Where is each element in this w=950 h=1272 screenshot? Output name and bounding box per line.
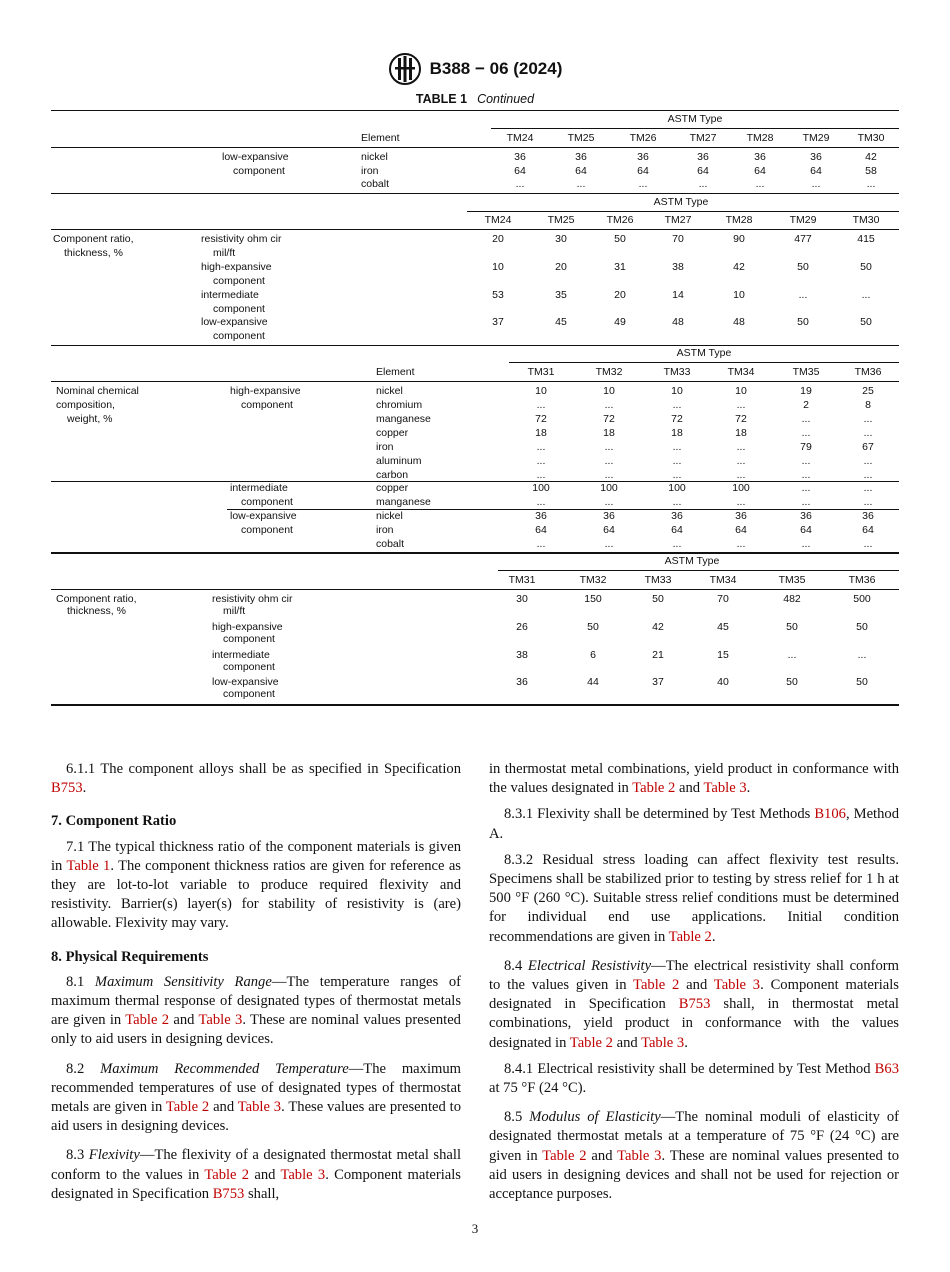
table-cell: ... bbox=[857, 648, 867, 661]
type-header: TM30 bbox=[852, 214, 880, 226]
table-cell: 10 bbox=[603, 385, 615, 397]
section-label: weight, % bbox=[67, 413, 113, 425]
table-cell: 15 bbox=[717, 648, 729, 661]
table-cell: ... bbox=[604, 496, 614, 508]
table-cell: ... bbox=[638, 178, 648, 190]
table-cell: ... bbox=[863, 538, 873, 550]
table-cell: 36 bbox=[754, 151, 766, 163]
table-block-2 bbox=[51, 194, 899, 346]
row-label: component bbox=[213, 302, 265, 315]
table-cell: ... bbox=[755, 178, 765, 190]
table-cell: 36 bbox=[514, 151, 526, 163]
table-cell: 10 bbox=[492, 260, 504, 273]
document-header bbox=[0, 52, 950, 86]
table-cell: 50 bbox=[797, 260, 809, 273]
row-label: intermediate bbox=[201, 288, 259, 301]
para-6-1-1: 6.1.1 The component alloys shall be as specified in Specification B753. bbox=[51, 761, 461, 797]
section-label: Component ratio, bbox=[53, 233, 134, 245]
table-cell: ... bbox=[801, 469, 811, 481]
link-table-3[interactable]: Table 3 bbox=[703, 780, 747, 797]
link-table-1[interactable]: Table 1 bbox=[66, 857, 111, 874]
table-cell: 10 bbox=[735, 385, 747, 397]
section-label: composition, bbox=[56, 399, 115, 411]
table-cell: ... bbox=[536, 538, 546, 550]
element-name: chromium bbox=[376, 399, 423, 411]
table-cell: ... bbox=[787, 648, 797, 661]
row-label: low-expansive bbox=[212, 676, 279, 689]
type-header: TM28 bbox=[746, 132, 774, 144]
link-table-3[interactable]: Table 3 bbox=[641, 1034, 685, 1051]
link-table-3[interactable]: Table 3 bbox=[617, 1147, 662, 1164]
table-cell: ... bbox=[863, 455, 873, 467]
table-cell: 10 bbox=[671, 385, 683, 397]
table-cell: 44 bbox=[587, 676, 599, 689]
element-name: copper bbox=[376, 482, 409, 494]
table-cell: 58 bbox=[865, 164, 877, 177]
link-table-2[interactable]: Table 2 bbox=[569, 1034, 613, 1051]
table-cell: ... bbox=[736, 455, 746, 467]
table-cell: ... bbox=[672, 496, 682, 508]
table-cell: ... bbox=[515, 178, 525, 190]
table-cell: 36 bbox=[575, 151, 587, 163]
element-header: Element bbox=[361, 132, 400, 144]
table-caption bbox=[0, 92, 950, 106]
link-table-2[interactable]: Table 2 bbox=[633, 977, 680, 994]
table-cell: 64 bbox=[514, 164, 526, 177]
table-cell: 36 bbox=[800, 510, 812, 522]
table-cell: 50 bbox=[797, 316, 809, 329]
row-label: resistivity ohm cir bbox=[212, 593, 293, 605]
table-cell: 50 bbox=[652, 593, 664, 605]
row-label: component bbox=[223, 660, 275, 673]
table-cell: ... bbox=[672, 441, 682, 453]
table-cell: ... bbox=[536, 441, 546, 453]
element-name: manganese bbox=[376, 496, 431, 508]
element-name: nickel bbox=[361, 151, 388, 163]
table-cell: ... bbox=[801, 455, 811, 467]
element-header: Element bbox=[376, 366, 415, 378]
type-header: TM36 bbox=[854, 366, 882, 378]
document-designation: B388 − 06 (2024) bbox=[429, 59, 563, 78]
table-cell: ... bbox=[801, 496, 811, 508]
table-cell: ... bbox=[698, 178, 708, 190]
para-8-4-1: 8.4.1 Electrical resistivity shall be determined by Test Method B63 at 75 °F (24 °C). bbox=[489, 1060, 899, 1097]
table-cell: 415 bbox=[857, 233, 875, 245]
table-cell: 25 bbox=[862, 385, 874, 397]
table-cell: 8 bbox=[865, 399, 871, 411]
table-cell: 36 bbox=[810, 151, 822, 163]
table-cell: ... bbox=[863, 469, 873, 481]
table-cell: ... bbox=[736, 399, 746, 411]
table-cell: 90 bbox=[733, 233, 745, 245]
table-cell: 42 bbox=[865, 151, 877, 163]
para-8-5: 8.5 Modulus of Elasticity—The nominal moduli of elasticity of designated thermostat metals at a temperature of 75 °F (24 °C) are given in Table 2 and Table 3. These are nominal values presented to aid users in designing devices and shall not be used for rejection or acceptance purposes. bbox=[489, 1109, 899, 1203]
table-cell: 48 bbox=[733, 316, 745, 329]
type-header: TM27 bbox=[664, 214, 692, 226]
table-cell: ... bbox=[736, 441, 746, 453]
table-cell: 45 bbox=[555, 316, 567, 329]
table-cell: 20 bbox=[614, 288, 626, 301]
link-table-2[interactable]: Table 2 bbox=[204, 1166, 250, 1183]
type-header: TM26 bbox=[629, 132, 657, 144]
type-header: TM33 bbox=[644, 574, 672, 586]
row-label: mil/ft bbox=[223, 605, 246, 617]
astm-type-header: ASTM Type bbox=[676, 347, 732, 359]
table-cell: ... bbox=[536, 469, 546, 481]
type-header: TM25 bbox=[547, 214, 575, 226]
element-name: nickel bbox=[376, 385, 403, 397]
table-cell: 19 bbox=[800, 385, 812, 397]
element-name: carbon bbox=[376, 469, 409, 481]
row-label: low-expansive bbox=[201, 316, 268, 329]
type-header: TM32 bbox=[595, 366, 623, 378]
table-cell: 64 bbox=[603, 524, 615, 536]
link-b753[interactable]: B753 bbox=[212, 1185, 245, 1202]
table-cell: ... bbox=[801, 482, 811, 494]
table-cell: 50 bbox=[786, 620, 798, 633]
table-cell: 10 bbox=[535, 385, 547, 397]
table-cell: 50 bbox=[856, 676, 868, 689]
link-b63[interactable]: B63 bbox=[874, 1060, 899, 1077]
table-cell: 36 bbox=[637, 151, 649, 163]
type-header: TM31 bbox=[527, 366, 555, 378]
table-cell: 64 bbox=[735, 524, 747, 536]
table-caption-note: Continued bbox=[477, 92, 535, 106]
para-8-3-continued: in thermostat metal combinations, yield product in conformance with the values designated in Table 2 and Table 3. bbox=[489, 761, 899, 797]
type-header: TM31 bbox=[508, 574, 536, 586]
link-table-2[interactable]: Table 2 bbox=[632, 780, 676, 797]
table-cell: 21 bbox=[652, 648, 664, 661]
para-8-4: 8.4 Electrical Resistivity—The electrical resistivity shall conform to the values given in Table 2 and Table 3. Component materials designated in Specification B753 shall, in thermostat metal combinations, yield product in conformance with the values designated in Table 2 and Table 3. bbox=[489, 957, 900, 1051]
type-header: TM28 bbox=[725, 214, 753, 226]
table-cell: 42 bbox=[652, 620, 664, 633]
table-cell: 10 bbox=[733, 288, 745, 301]
table-cell: 477 bbox=[794, 233, 812, 245]
para-8-1: 8.1 Maximum Sensitivity Range—The temperature ranges of maximum thermal response of designated types of thermostat metals are given in Table 2 and Table 3. These are nominal values presented only to aid users in designing devices. bbox=[51, 973, 462, 1048]
type-header: TM32 bbox=[579, 574, 607, 586]
table-cell: ... bbox=[736, 469, 746, 481]
type-header: TM30 bbox=[857, 132, 885, 144]
table-cell: 45 bbox=[717, 620, 729, 633]
row-label: high-expansive bbox=[201, 260, 272, 273]
type-header: TM29 bbox=[789, 214, 817, 226]
table-cell: ... bbox=[863, 413, 873, 425]
table-cell: ... bbox=[536, 399, 546, 411]
table-cell: ... bbox=[672, 538, 682, 550]
table-cell: 36 bbox=[603, 510, 615, 522]
link-table-3[interactable]: Table 3 bbox=[713, 977, 761, 994]
table-cell: ... bbox=[866, 178, 876, 190]
table-cell: 36 bbox=[697, 151, 709, 163]
table-cell: 38 bbox=[672, 260, 684, 273]
table-cell: 70 bbox=[672, 233, 684, 245]
table-cell: 64 bbox=[697, 164, 709, 177]
table-cell: ... bbox=[536, 496, 546, 508]
table-cell: 2 bbox=[803, 399, 809, 411]
table-cell: 30 bbox=[516, 593, 528, 605]
table-cell: 36 bbox=[516, 676, 528, 689]
para-8-3-2: 8.3.2 Residual stress loading can affect flexivity test results. Specimens shall be stabilized prior to testing by stress relief for 1 h at 500 °F (260 °C). Suitable stress relief conditions must be determined for individual end use applications. Initial condition recommendations are given in Table 2. bbox=[489, 851, 899, 945]
table-cell: ... bbox=[861, 288, 871, 301]
table-cell: 72 bbox=[735, 413, 747, 425]
right-text-column bbox=[489, 760, 899, 1211]
section-label: thickness, % bbox=[64, 247, 123, 259]
element-name: manganese bbox=[376, 413, 431, 425]
para-7-1: 7.1 The typical thickness ratio of the component materials is given in Table 1. The component thickness ratios are given for reference as they are lot-to-lot variable to produce required flexivity and resistivity. Barrier(s) layer(s) for stability of resistivity is (are) allowable. Flexivity may vary. bbox=[51, 838, 461, 932]
table-cell: ... bbox=[604, 455, 614, 467]
row-label: component bbox=[223, 632, 275, 645]
table-cell: 31 bbox=[614, 260, 626, 273]
table-cell: 36 bbox=[671, 510, 683, 522]
link-table-2[interactable]: Table 2 bbox=[668, 928, 712, 945]
table-cell: 64 bbox=[800, 524, 812, 536]
page-number: 3 bbox=[471, 1221, 479, 1236]
link-table-2[interactable]: Table 2 bbox=[165, 1099, 210, 1116]
group-label: component bbox=[241, 399, 293, 411]
para-8-3: 8.3 Flexivity—The flexivity of a designated thermostat metal shall conform to the values in Table 2 and Table 3. Component materials designated in Specification B753 shall, bbox=[51, 1147, 461, 1202]
table-cell: 50 bbox=[860, 260, 872, 273]
table-cell: 64 bbox=[810, 164, 822, 177]
table-cell: 64 bbox=[637, 164, 649, 177]
table-cell: 64 bbox=[671, 524, 683, 536]
row-label: mil/ft bbox=[213, 247, 236, 259]
table-cell: 37 bbox=[492, 316, 504, 329]
table-cell: 64 bbox=[535, 524, 547, 536]
type-header: TM34 bbox=[709, 574, 737, 586]
table-cell: ... bbox=[863, 482, 873, 494]
link-b106[interactable]: B106 bbox=[814, 806, 846, 823]
group-label: low-expansive bbox=[230, 510, 297, 522]
astm-type-header: ASTM Type bbox=[653, 196, 709, 208]
table-cell: 36 bbox=[862, 510, 874, 522]
table-cell: 79 bbox=[800, 441, 812, 453]
table-cell: ... bbox=[736, 496, 746, 508]
table-cell: 36 bbox=[735, 510, 747, 522]
table-cell: ... bbox=[604, 469, 614, 481]
table-cell: 18 bbox=[735, 427, 747, 439]
row-label: high-expansive bbox=[212, 620, 283, 633]
link-table-3[interactable]: Table 3 bbox=[280, 1166, 326, 1183]
table-cell: 64 bbox=[754, 164, 766, 177]
element-name: iron bbox=[376, 524, 394, 536]
table-cell: 20 bbox=[492, 233, 504, 245]
table-cell: 70 bbox=[717, 593, 729, 605]
link-b753[interactable]: B753 bbox=[678, 996, 711, 1013]
link-table-3[interactable]: Table 3 bbox=[198, 1012, 243, 1029]
astm-logo-icon bbox=[388, 52, 422, 86]
table-cell: 100 bbox=[600, 482, 618, 494]
astm-type-header: ASTM Type bbox=[667, 113, 723, 125]
type-header: TM24 bbox=[484, 214, 512, 226]
table-cell: 38 bbox=[516, 648, 528, 661]
type-header: TM35 bbox=[778, 574, 806, 586]
table-block-3 bbox=[51, 346, 899, 554]
link-table-2[interactable]: Table 2 bbox=[542, 1147, 587, 1164]
table-cell: ... bbox=[863, 427, 873, 439]
section-label: Component ratio, bbox=[56, 593, 137, 605]
table-cell: 18 bbox=[603, 427, 615, 439]
table-cell: ... bbox=[801, 427, 811, 439]
table-cell: 50 bbox=[614, 233, 626, 245]
table-cell: ... bbox=[672, 469, 682, 481]
table-cell: ... bbox=[801, 413, 811, 425]
row-label: component bbox=[213, 330, 265, 343]
table-block-4 bbox=[51, 554, 899, 707]
table-cell: 50 bbox=[786, 676, 798, 689]
table-cell: 20 bbox=[555, 260, 567, 273]
group-label: high-expansive bbox=[230, 385, 301, 397]
table-cell: ... bbox=[604, 399, 614, 411]
table-cell: 100 bbox=[668, 482, 686, 494]
link-table-3[interactable]: Table 3 bbox=[237, 1099, 282, 1116]
row-label: resistivity ohm cir bbox=[201, 233, 282, 245]
table-cell: 48 bbox=[672, 316, 684, 329]
table-cell: ... bbox=[863, 496, 873, 508]
table-cell: 500 bbox=[853, 593, 871, 605]
group-label: component bbox=[233, 165, 285, 177]
table-cell: ... bbox=[604, 441, 614, 453]
type-header: TM29 bbox=[802, 132, 830, 144]
table-cell: 72 bbox=[603, 413, 615, 425]
group-label: low-expansive bbox=[222, 151, 289, 163]
table-cell: 26 bbox=[516, 620, 528, 633]
table-cell: ... bbox=[736, 538, 746, 550]
type-header: TM33 bbox=[663, 366, 691, 378]
heading-8: 8. Physical Requirements bbox=[51, 948, 209, 965]
element-name: iron bbox=[376, 441, 394, 453]
group-label: intermediate bbox=[230, 482, 288, 494]
table-cell: ... bbox=[811, 178, 821, 190]
element-name: iron bbox=[361, 164, 379, 177]
row-label: intermediate bbox=[212, 648, 270, 661]
table-caption-label: TABLE 1 bbox=[415, 92, 468, 106]
element-name: cobalt bbox=[376, 538, 405, 550]
type-header: TM26 bbox=[606, 214, 634, 226]
link-table-2[interactable]: Table 2 bbox=[125, 1012, 170, 1029]
table-cell: 67 bbox=[862, 441, 874, 453]
table-cell: 49 bbox=[614, 316, 626, 329]
table-cell: 150 bbox=[584, 593, 602, 605]
table-cell: 72 bbox=[535, 413, 547, 425]
element-name: copper bbox=[376, 427, 409, 439]
table-cell: 53 bbox=[492, 288, 504, 301]
table-cell: ... bbox=[672, 455, 682, 467]
table-cell: 64 bbox=[862, 524, 874, 536]
table-cell: 6 bbox=[590, 648, 596, 661]
table-cell: 50 bbox=[587, 620, 599, 633]
section-label: Nominal chemical bbox=[56, 385, 139, 397]
table-cell: 18 bbox=[671, 427, 683, 439]
heading-7: 7. Component Ratio bbox=[51, 813, 177, 830]
table-cell: 14 bbox=[672, 288, 684, 301]
table-cell: ... bbox=[798, 288, 808, 301]
para-8-2: 8.2 Maximum Recommended Temperature—The maximum recommended temperatures of use of designated types of thermostat metals are given in Table 2 and Table 3. These values are presented to aid users in designing devices. bbox=[51, 1060, 461, 1135]
table-cell: ... bbox=[801, 538, 811, 550]
link-b753[interactable]: B753 bbox=[51, 780, 83, 797]
table-cell: 100 bbox=[532, 482, 550, 494]
left-text-column bbox=[51, 760, 461, 1211]
section-label: thickness, % bbox=[67, 605, 126, 617]
type-header: TM35 bbox=[792, 366, 820, 378]
astm-type-header: ASTM Type bbox=[664, 555, 720, 567]
element-name: cobalt bbox=[361, 178, 390, 190]
table-cell: 42 bbox=[733, 260, 745, 273]
group-label: component bbox=[241, 496, 293, 508]
table-cell: 30 bbox=[555, 233, 567, 245]
table-cell: ... bbox=[576, 178, 586, 190]
table-cell: 64 bbox=[575, 164, 587, 177]
row-label: component bbox=[213, 274, 265, 287]
table-cell: 100 bbox=[732, 482, 750, 494]
type-header: TM27 bbox=[689, 132, 717, 144]
para-8-3-1: 8.3.1 Flexivity shall be determined by Test Methods B106, Method A. bbox=[489, 806, 899, 842]
element-name: nickel bbox=[376, 510, 403, 522]
element-name: aluminum bbox=[376, 455, 422, 467]
group-label: component bbox=[241, 524, 293, 536]
table-cell: 40 bbox=[717, 676, 729, 689]
table-cell: 18 bbox=[535, 427, 547, 439]
table-cell: 37 bbox=[652, 676, 664, 689]
table-cell: 50 bbox=[860, 316, 872, 329]
row-label: component bbox=[223, 688, 275, 701]
table-block-1 bbox=[51, 110, 899, 194]
table-cell: 72 bbox=[671, 413, 683, 425]
table-cell: 36 bbox=[535, 510, 547, 522]
type-header: TM25 bbox=[567, 132, 595, 144]
type-header: TM34 bbox=[727, 366, 755, 378]
table-cell: 482 bbox=[783, 593, 801, 605]
table-cell: ... bbox=[604, 538, 614, 550]
table-cell: ... bbox=[672, 399, 682, 411]
table-cell: 50 bbox=[856, 620, 868, 633]
type-header: TM36 bbox=[848, 574, 876, 586]
type-header: TM24 bbox=[506, 132, 534, 144]
table-cell: 35 bbox=[555, 288, 567, 301]
table-cell: ... bbox=[536, 455, 546, 467]
